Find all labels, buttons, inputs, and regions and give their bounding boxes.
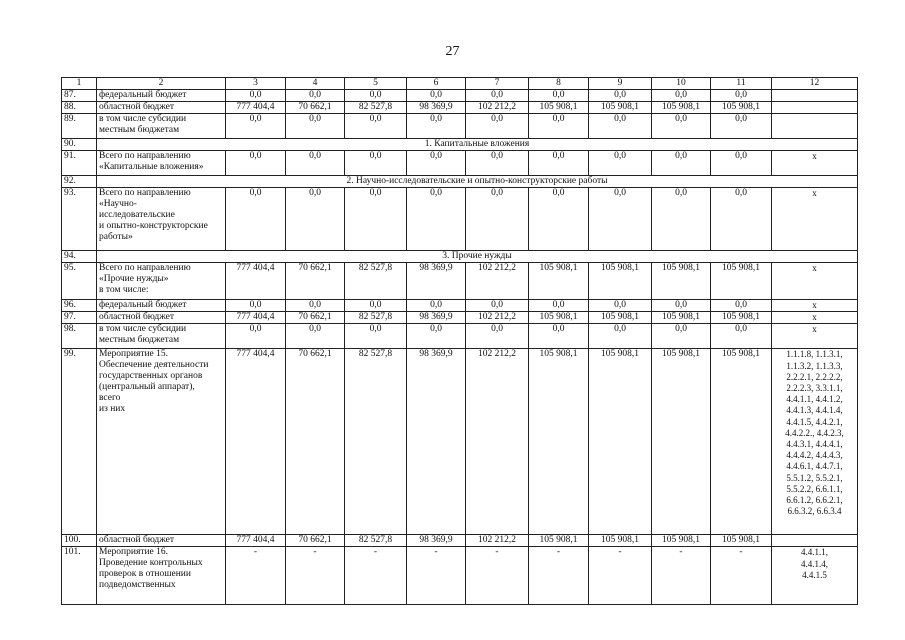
table-row [62,114,858,139]
row-number-cell: 91. [62,151,97,176]
row-name-cell: федеральный бюджет [97,300,226,312]
value-cell: 0,0 [466,188,529,251]
value-cell: 98 369,9 [407,263,466,300]
value-cell: 0,0 [286,188,345,251]
row-number-cell: 101. [62,547,97,605]
table-row [62,535,858,547]
column-number-row [62,78,858,90]
row-number-cell: 96. [62,300,97,312]
value-cell: 98 369,9 [407,535,466,547]
value-cell: 0,0 [652,300,711,312]
value-cell: - [345,547,407,605]
table-row [62,263,858,300]
value-cell: 105 908,1 [529,312,589,324]
section-title-cell: 2. Научно-исследовательские и опытно-конструкторские работы [97,176,858,188]
row-name-cell: Мероприятие 15. Обеспечение деятельности государственных органов (центральный аппарат), всего из них [97,349,226,535]
value-cell: 0,0 [286,324,345,349]
value-cell: 0,0 [589,114,652,139]
value-cell: 105 908,1 [529,349,589,535]
value-cell: - [226,547,286,605]
section-title-cell: 1. Капитальные вложения [97,139,858,151]
row-number-cell: 97. [62,312,97,324]
value-cell: 777 404,4 [226,535,286,547]
table-row [62,151,858,176]
row-number-cell: 92. [62,176,97,188]
value-cell: - [466,547,529,605]
table-row [62,139,858,151]
reference-cell: x [772,300,858,312]
value-cell: 0,0 [226,300,286,312]
value-cell: 105 908,1 [652,102,711,114]
value-cell: 82 527,8 [345,102,407,114]
row-number-cell: 98. [62,324,97,349]
value-cell: 0,0 [466,324,529,349]
value-cell: 82 527,8 [345,535,407,547]
value-cell: 105 908,1 [589,263,652,300]
column-number-cell: 10 [652,78,711,90]
value-cell: 0,0 [711,114,772,139]
value-cell: 0,0 [345,300,407,312]
value-cell: 98 369,9 [407,102,466,114]
table-row [62,90,858,102]
value-cell: 105 908,1 [589,102,652,114]
row-name-cell: областной бюджет [97,535,226,547]
value-cell: 0,0 [345,114,407,139]
table-row [62,251,858,263]
value-cell: 777 404,4 [226,263,286,300]
value-cell: - [286,547,345,605]
row-name-cell: областной бюджет [97,312,226,324]
value-cell: 0,0 [345,90,407,102]
row-number-cell: 95. [62,263,97,300]
value-cell: 0,0 [226,151,286,176]
value-cell: 105 908,1 [652,535,711,547]
value-cell: 0,0 [407,90,466,102]
value-cell: 102 212,2 [466,312,529,324]
row-name-cell: в том числе субсидии местным бюджетам [97,324,226,349]
value-cell: 0,0 [466,90,529,102]
value-cell: 105 908,1 [652,349,711,535]
value-cell: 0,0 [652,188,711,251]
value-cell: 0,0 [286,300,345,312]
value-cell: 0,0 [711,188,772,251]
value-cell: 0,0 [407,324,466,349]
value-cell: 0,0 [529,114,589,139]
budget-table [61,77,858,605]
row-name-cell: Мероприятие 16. Проведение контрольных проверок в отношении подведомственных [97,547,226,605]
row-name-cell: федеральный бюджет [97,90,226,102]
value-cell: 105 908,1 [652,263,711,300]
value-cell: 777 404,4 [226,349,286,535]
row-number-cell: 93. [62,188,97,251]
reference-cell [772,90,858,102]
value-cell: 777 404,4 [226,312,286,324]
value-cell: 105 908,1 [529,102,589,114]
value-cell: 70 662,1 [286,535,345,547]
value-cell: 0,0 [652,324,711,349]
value-cell: 0,0 [589,324,652,349]
row-number-cell: 90. [62,139,97,151]
row-name-cell: Всего по направлению «Капитальные вложения» [97,151,226,176]
value-cell: 0,0 [529,188,589,251]
column-number-cell: 11 [711,78,772,90]
row-name-cell: в том числе субсидии местным бюджетам [97,114,226,139]
value-cell: 0,0 [711,324,772,349]
reference-cell: x [772,151,858,176]
value-cell: 0,0 [711,300,772,312]
value-cell: 777 404,4 [226,102,286,114]
value-cell: 0,0 [286,151,345,176]
table-row [62,188,858,251]
column-number-cell: 5 [345,78,407,90]
value-cell: 0,0 [589,151,652,176]
table-row [62,300,858,312]
value-cell: 102 212,2 [466,535,529,547]
value-cell: 0,0 [589,188,652,251]
value-cell: 0,0 [407,300,466,312]
column-number-cell: 1 [62,78,97,90]
row-number-cell: 89. [62,114,97,139]
row-number-cell: 100. [62,535,97,547]
value-cell: 82 527,8 [345,349,407,535]
table-row [62,324,858,349]
column-number-cell: 3 [226,78,286,90]
value-cell: 0,0 [529,324,589,349]
value-cell: - [407,547,466,605]
value-cell: 0,0 [226,188,286,251]
value-cell: 105 908,1 [529,535,589,547]
row-number-cell: 87. [62,90,97,102]
row-name-cell: областной бюджет [97,102,226,114]
value-cell: 105 908,1 [589,349,652,535]
value-cell: 105 908,1 [529,263,589,300]
value-cell: 105 908,1 [711,102,772,114]
value-cell: 105 908,1 [711,349,772,535]
value-cell: 102 212,2 [466,102,529,114]
column-number-cell: 8 [529,78,589,90]
table-row [62,547,858,605]
value-cell: 105 908,1 [589,535,652,547]
value-cell: 0,0 [529,300,589,312]
reference-cell: 4.4.1.1, 4.4.1.4, 4.4.1.5 [772,547,858,605]
row-number-cell: 94. [62,251,97,263]
value-cell: 0,0 [345,324,407,349]
value-cell: 0,0 [711,90,772,102]
value-cell: 0,0 [466,300,529,312]
value-cell: 102 212,2 [466,263,529,300]
value-cell: - [652,547,711,605]
value-cell: 0,0 [589,300,652,312]
value-cell: 0,0 [286,90,345,102]
reference-cell: x [772,263,858,300]
row-number-cell: 99. [62,349,97,535]
value-cell: 105 908,1 [652,312,711,324]
reference-cell: x [772,324,858,349]
row-name-cell: Всего по направлению «Прочие нужды» в том числе: [97,263,226,300]
value-cell: 0,0 [711,151,772,176]
column-number-cell: 4 [286,78,345,90]
reference-cell [772,102,858,114]
column-number-cell: 6 [407,78,466,90]
column-number-cell: 12 [772,78,858,90]
value-cell: 98 369,9 [407,312,466,324]
table-row [62,176,858,188]
column-number-cell: 9 [589,78,652,90]
value-cell: 105 908,1 [589,312,652,324]
value-cell: - [711,547,772,605]
table-row [62,349,858,535]
value-cell: - [529,547,589,605]
value-cell: 102 212,2 [466,349,529,535]
value-cell: 105 908,1 [711,312,772,324]
reference-cell: 1.1.1.8, 1.1.3.1, 1.1.3.2, 1.1.3.3, 2.2.2.1, 2.2.2.2, 2.2.2.3, 3.3.1.1, 4.4.1.1, 4.4.1.2, 4.4.1.3, 4.4.1.4, 4.4.1.5, 4.4.2.1, 4.4.2.2., 4.4.2.3, 4.4.3.1, 4.4.4.1, 4.4.4.2, 4.4.4.3, 4.4.6.1, 4.4.7.1, 5.5.1.2, 5.5.2.1, 5.5.2.2, 6.6.1.1, 6.6.1.2, 6.6.2.1, 6.6.3.2, 6.6.3.4 [772,349,858,535]
value-cell: 0,0 [226,324,286,349]
value-cell: 105 908,1 [711,263,772,300]
value-cell: 0,0 [226,90,286,102]
section-title-cell: 3. Прочие нужды [97,251,858,263]
column-number-cell: 2 [97,78,226,90]
value-cell: 0,0 [529,151,589,176]
reference-cell: x [772,188,858,251]
reference-cell [772,114,858,139]
value-cell: 0,0 [466,151,529,176]
reference-cell [772,535,858,547]
table-row [62,312,858,324]
value-cell: 0,0 [345,188,407,251]
value-cell: 70 662,1 [286,312,345,324]
value-cell: 0,0 [652,151,711,176]
value-cell: 98 369,9 [407,349,466,535]
value-cell: 0,0 [652,114,711,139]
value-cell: 70 662,1 [286,349,345,535]
table-row [62,102,858,114]
value-cell: 0,0 [652,90,711,102]
value-cell: 0,0 [226,114,286,139]
value-cell: 105 908,1 [711,535,772,547]
value-cell: 0,0 [345,151,407,176]
column-number-cell: 7 [466,78,529,90]
page-number: 27 [445,44,460,59]
row-number-cell: 88. [62,102,97,114]
value-cell: 82 527,8 [345,312,407,324]
reference-cell: x [772,312,858,324]
value-cell: 82 527,8 [345,263,407,300]
value-cell: 0,0 [407,188,466,251]
value-cell: 70 662,1 [286,263,345,300]
value-cell: 0,0 [529,90,589,102]
value-cell: - [589,547,652,605]
row-name-cell: Всего по направлению «Научно- исследовательские и опытно-конструкторские работы» [97,188,226,251]
value-cell: 0,0 [286,114,345,139]
value-cell: 70 662,1 [286,102,345,114]
value-cell: 0,0 [589,90,652,102]
value-cell: 0,0 [466,114,529,139]
value-cell: 0,0 [407,151,466,176]
value-cell: 0,0 [407,114,466,139]
